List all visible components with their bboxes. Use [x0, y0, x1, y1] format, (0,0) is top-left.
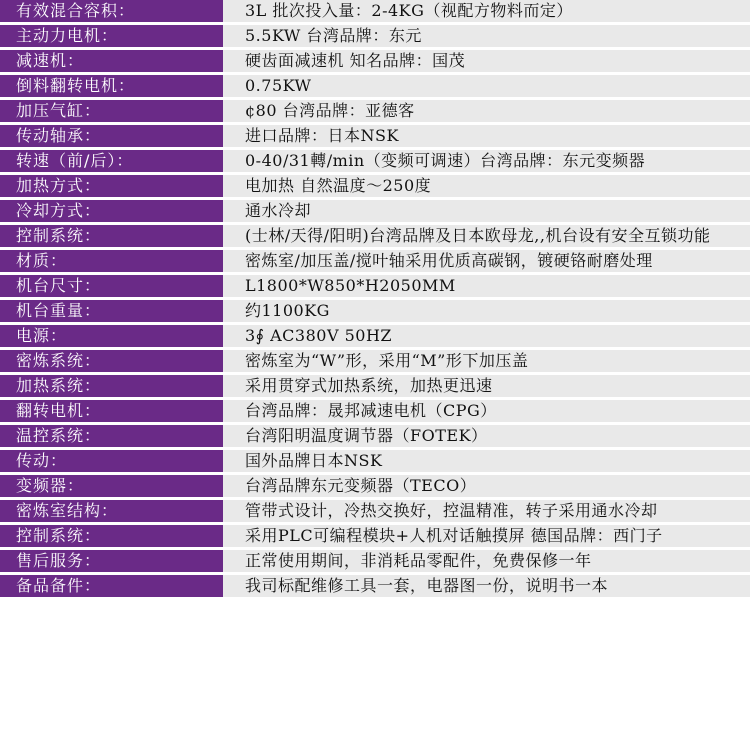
spec-row: [0, 499, 750, 524]
spec-row: [0, 299, 750, 324]
spec-label: 变频器：: [0, 474, 223, 499]
spec-row: [0, 524, 750, 549]
spec-value: ¢80 台湾品牌：亚德客: [223, 99, 750, 124]
spec-label: 密炼室结构：: [0, 499, 223, 524]
spec-value: 进口品牌：日本NSK: [223, 124, 750, 149]
spec-value: 密炼室为“W”形，采用“M”形下加压盖: [223, 349, 750, 374]
spec-label: 材质：: [0, 249, 223, 274]
spec-label: 冷却方式：: [0, 199, 223, 224]
spec-label: 机台尺寸：: [0, 274, 223, 299]
spec-label: 备品备件：: [0, 574, 223, 599]
spec-row: [0, 474, 750, 499]
spec-label: 主动力电机：: [0, 24, 223, 49]
spec-label: 加热方式：: [0, 174, 223, 199]
spec-label: 传动：: [0, 449, 223, 474]
spec-row: [0, 0, 750, 24]
spec-label: 传动轴承：: [0, 124, 223, 149]
spec-value: (士林/天得/阳明)台湾品牌及日本欧母龙,,机台设有安全互锁功能: [223, 224, 750, 249]
spec-value: 采用贯穿式加热系统，加热更迅速: [223, 374, 750, 399]
spec-value: 硬齿面减速机 知名品牌：国茂: [223, 49, 750, 74]
spec-label: 温控系统：: [0, 424, 223, 449]
spec-row: [0, 49, 750, 74]
spec-row: [0, 224, 750, 249]
spec-value: 我司标配维修工具一套，电器图一份，说明书一本: [223, 574, 750, 599]
spec-row: [0, 399, 750, 424]
spec-row: [0, 349, 750, 374]
spec-label: 有效混合容积：: [0, 0, 223, 24]
spec-label: 倒料翻转电机：: [0, 74, 223, 99]
spec-label: 加压气缸：: [0, 99, 223, 124]
spec-value: L1800*W850*H2050MM: [223, 274, 750, 299]
spec-label: 电源：: [0, 324, 223, 349]
spec-value: 电加热 自然温度～250度: [223, 174, 750, 199]
spec-row: [0, 124, 750, 149]
spec-row: [0, 574, 750, 599]
spec-value: 台湾品牌：晟邦减速电机（CPG）: [223, 399, 750, 424]
spec-value: 3L 批次投入量：2-4KG（视配方物料而定）: [223, 0, 750, 24]
spec-label: 翻转电机：: [0, 399, 223, 424]
spec-value: 3∮ AC380V 50HZ: [223, 324, 750, 349]
spec-value: 正常使用期间，非消耗品零配件，免费保修一年: [223, 549, 750, 574]
spec-row: [0, 249, 750, 274]
spec-value: 5.5KW 台湾品牌：东元: [223, 24, 750, 49]
spec-label: 密炼系统：: [0, 349, 223, 374]
spec-value: 0-40/31轉/min（变频可调速）台湾品牌：东元变频器: [223, 149, 750, 174]
spec-value: 台湾品牌东元变频器（TECO）: [223, 474, 750, 499]
spec-value: 通水冷却: [223, 199, 750, 224]
spec-value: 采用PLC可编程模块+人机对话触摸屏 德国品牌：西门子: [223, 524, 750, 549]
spec-value: 台湾阳明温度调节器（FOTEK）: [223, 424, 750, 449]
spec-value: 密炼室/加压盖/搅叶轴采用优质高碳钢，镀硬铬耐磨处理: [223, 249, 750, 274]
spec-label: 转速（前/后）：: [0, 149, 223, 174]
spec-label: 控制系统：: [0, 524, 223, 549]
spec-row: [0, 199, 750, 224]
spec-label: 加热系统：: [0, 374, 223, 399]
spec-row: [0, 324, 750, 349]
spec-row: [0, 24, 750, 49]
spec-row: [0, 449, 750, 474]
spec-row: [0, 174, 750, 199]
spec-value: 管带式设计，冷热交换好，控温精准，转子采用通水冷却: [223, 499, 750, 524]
spec-label: 机台重量：: [0, 299, 223, 324]
spec-label: 减速机：: [0, 49, 223, 74]
spec-row: [0, 99, 750, 124]
spec-row: [0, 149, 750, 174]
spec-value: 国外品牌日本NSK: [223, 449, 750, 474]
spec-label: 控制系统：: [0, 224, 223, 249]
spec-value: 0.75KW: [223, 74, 750, 99]
spec-row: [0, 374, 750, 399]
spec-row: [0, 274, 750, 299]
spec-label: 售后服务：: [0, 549, 223, 574]
spec-row: [0, 424, 750, 449]
spec-row: [0, 549, 750, 574]
spec-row: [0, 74, 750, 99]
spec-value: 约1100KG: [223, 299, 750, 324]
